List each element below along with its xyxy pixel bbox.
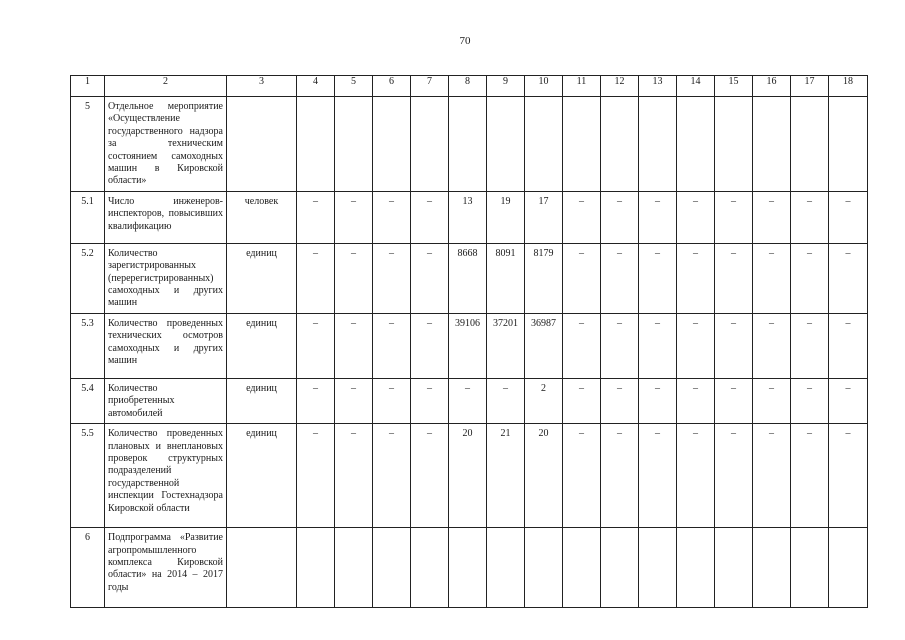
value-cell: 8179 (525, 243, 563, 313)
value-cell (487, 528, 525, 608)
value-cell: – (335, 191, 373, 243)
value-cell: – (829, 313, 868, 378)
value-cell: – (639, 378, 677, 423)
value-cell (753, 97, 791, 192)
value-cell (829, 97, 868, 192)
value-cell: – (297, 191, 335, 243)
value-cell: 20 (525, 424, 563, 528)
column-header: 8 (449, 76, 487, 97)
value-cell (525, 97, 563, 192)
value-cell: – (411, 243, 449, 313)
column-header: 9 (487, 76, 525, 97)
value-cell: – (753, 378, 791, 423)
value-cell (639, 97, 677, 192)
value-cell (639, 528, 677, 608)
value-cell (715, 528, 753, 608)
column-header: 5 (335, 76, 373, 97)
value-cell: – (829, 243, 868, 313)
value-cell: 39106 (449, 313, 487, 378)
value-cell: – (791, 378, 829, 423)
table-row (71, 378, 868, 423)
value-cell (297, 528, 335, 608)
value-cell: – (753, 243, 791, 313)
value-cell: – (563, 424, 601, 528)
value-cell: 8091 (487, 243, 525, 313)
value-cell: – (297, 424, 335, 528)
value-cell: – (297, 243, 335, 313)
value-cell: – (411, 424, 449, 528)
column-header: 17 (791, 76, 829, 97)
value-cell: – (563, 313, 601, 378)
indicator-name: Число инженеров-инспекторов, повысивших квалификацию (105, 191, 227, 243)
column-header: 7 (411, 76, 449, 97)
value-cell: – (563, 243, 601, 313)
value-cell (753, 528, 791, 608)
value-cell: – (601, 424, 639, 528)
header-row (71, 76, 868, 97)
unit-cell: единиц (227, 378, 297, 423)
value-cell: – (335, 313, 373, 378)
value-cell: – (601, 313, 639, 378)
value-cell: 8668 (449, 243, 487, 313)
unit-cell: единиц (227, 424, 297, 528)
value-cell (411, 528, 449, 608)
value-cell: – (563, 378, 601, 423)
value-cell: – (601, 191, 639, 243)
value-cell (791, 97, 829, 192)
value-cell: 21 (487, 424, 525, 528)
value-cell: 36987 (525, 313, 563, 378)
indicator-name: Количество зарегистрированных (перерегистрированных) самоходных и других машин (105, 243, 227, 313)
column-header: 2 (105, 76, 227, 97)
value-cell: – (601, 243, 639, 313)
value-cell: – (335, 378, 373, 423)
value-cell (411, 97, 449, 192)
value-cell: – (753, 313, 791, 378)
value-cell: – (715, 243, 753, 313)
value-cell: – (639, 313, 677, 378)
value-cell: – (487, 378, 525, 423)
column-header: 4 (297, 76, 335, 97)
value-cell (373, 97, 411, 192)
column-header: 18 (829, 76, 868, 97)
value-cell (677, 97, 715, 192)
value-cell (791, 528, 829, 608)
value-cell: – (373, 243, 411, 313)
unit-cell: единиц (227, 243, 297, 313)
row-number: 6 (71, 528, 105, 608)
value-cell: 17 (525, 191, 563, 243)
value-cell (449, 97, 487, 192)
value-cell: – (677, 243, 715, 313)
value-cell: – (715, 313, 753, 378)
value-cell (487, 97, 525, 192)
value-cell: – (639, 191, 677, 243)
table-row (71, 424, 868, 528)
value-cell: – (791, 191, 829, 243)
row-number: 5.5 (71, 424, 105, 528)
column-header: 11 (563, 76, 601, 97)
row-number: 5.4 (71, 378, 105, 423)
unit-cell (227, 97, 297, 192)
column-header: 6 (373, 76, 411, 97)
value-cell: – (829, 378, 868, 423)
table-row (71, 191, 868, 243)
indicator-name: Отдельное мероприятие «Осуществление государственного надзора за техническим состоянием самоходных машин в Кировской области» (105, 97, 227, 192)
table-row (71, 97, 868, 192)
value-cell: – (753, 424, 791, 528)
value-cell (297, 97, 335, 192)
value-cell: – (791, 313, 829, 378)
indicator-name: Количество приобретенных автомобилей (105, 378, 227, 423)
column-header: 10 (525, 76, 563, 97)
indicator-name: Подпрограмма «Развитие агропромышленного комплекса Кировской области» на 2014 – 2017 годы (105, 528, 227, 608)
value-cell (525, 528, 563, 608)
value-cell: – (639, 424, 677, 528)
column-header: 16 (753, 76, 791, 97)
value-cell: 13 (449, 191, 487, 243)
value-cell: 19 (487, 191, 525, 243)
value-cell: – (411, 313, 449, 378)
value-cell: – (677, 313, 715, 378)
value-cell (373, 528, 411, 608)
row-number: 5.1 (71, 191, 105, 243)
value-cell: – (715, 424, 753, 528)
row-number: 5 (71, 97, 105, 192)
indicator-name: Количество проведенных плановых и внеплановых проверок структурных подразделений государственной инспекции Гостехнадзора Кировской области (105, 424, 227, 528)
value-cell: – (373, 424, 411, 528)
value-cell: – (601, 378, 639, 423)
indicator-name: Количество проведенных технических осмотров самоходных и других машин (105, 313, 227, 378)
value-cell (677, 528, 715, 608)
value-cell (601, 528, 639, 608)
unit-cell: единиц (227, 313, 297, 378)
table-row (71, 243, 868, 313)
value-cell (335, 528, 373, 608)
value-cell (563, 528, 601, 608)
value-cell: 20 (449, 424, 487, 528)
value-cell: – (335, 424, 373, 528)
value-cell (715, 97, 753, 192)
value-cell: – (411, 378, 449, 423)
value-cell: – (677, 191, 715, 243)
column-header: 14 (677, 76, 715, 97)
unit-cell: человек (227, 191, 297, 243)
value-cell: 2 (525, 378, 563, 423)
value-cell: – (335, 243, 373, 313)
column-header: 15 (715, 76, 753, 97)
value-cell: – (677, 378, 715, 423)
value-cell: – (753, 191, 791, 243)
value-cell: – (297, 313, 335, 378)
value-cell: – (677, 424, 715, 528)
value-cell (829, 528, 868, 608)
value-cell (601, 97, 639, 192)
value-cell: – (411, 191, 449, 243)
value-cell: – (791, 243, 829, 313)
value-cell: – (791, 424, 829, 528)
value-cell: – (715, 191, 753, 243)
value-cell: 37201 (487, 313, 525, 378)
value-cell: – (829, 424, 868, 528)
value-cell (563, 97, 601, 192)
value-cell: – (297, 378, 335, 423)
indicators-table (70, 75, 868, 608)
value-cell: – (449, 378, 487, 423)
value-cell: – (715, 378, 753, 423)
value-cell: – (829, 191, 868, 243)
column-header: 12 (601, 76, 639, 97)
page-number: 70 (459, 35, 471, 47)
column-header: 3 (227, 76, 297, 97)
table-row (71, 528, 868, 608)
column-header: 13 (639, 76, 677, 97)
unit-cell (227, 528, 297, 608)
value-cell: – (373, 191, 411, 243)
value-cell (449, 528, 487, 608)
value-cell: – (373, 313, 411, 378)
value-cell: – (373, 378, 411, 423)
value-cell (335, 97, 373, 192)
row-number: 5.3 (71, 313, 105, 378)
value-cell: – (639, 243, 677, 313)
column-header: 1 (71, 76, 105, 97)
table-row (71, 313, 868, 378)
row-number: 5.2 (71, 243, 105, 313)
value-cell: – (563, 191, 601, 243)
